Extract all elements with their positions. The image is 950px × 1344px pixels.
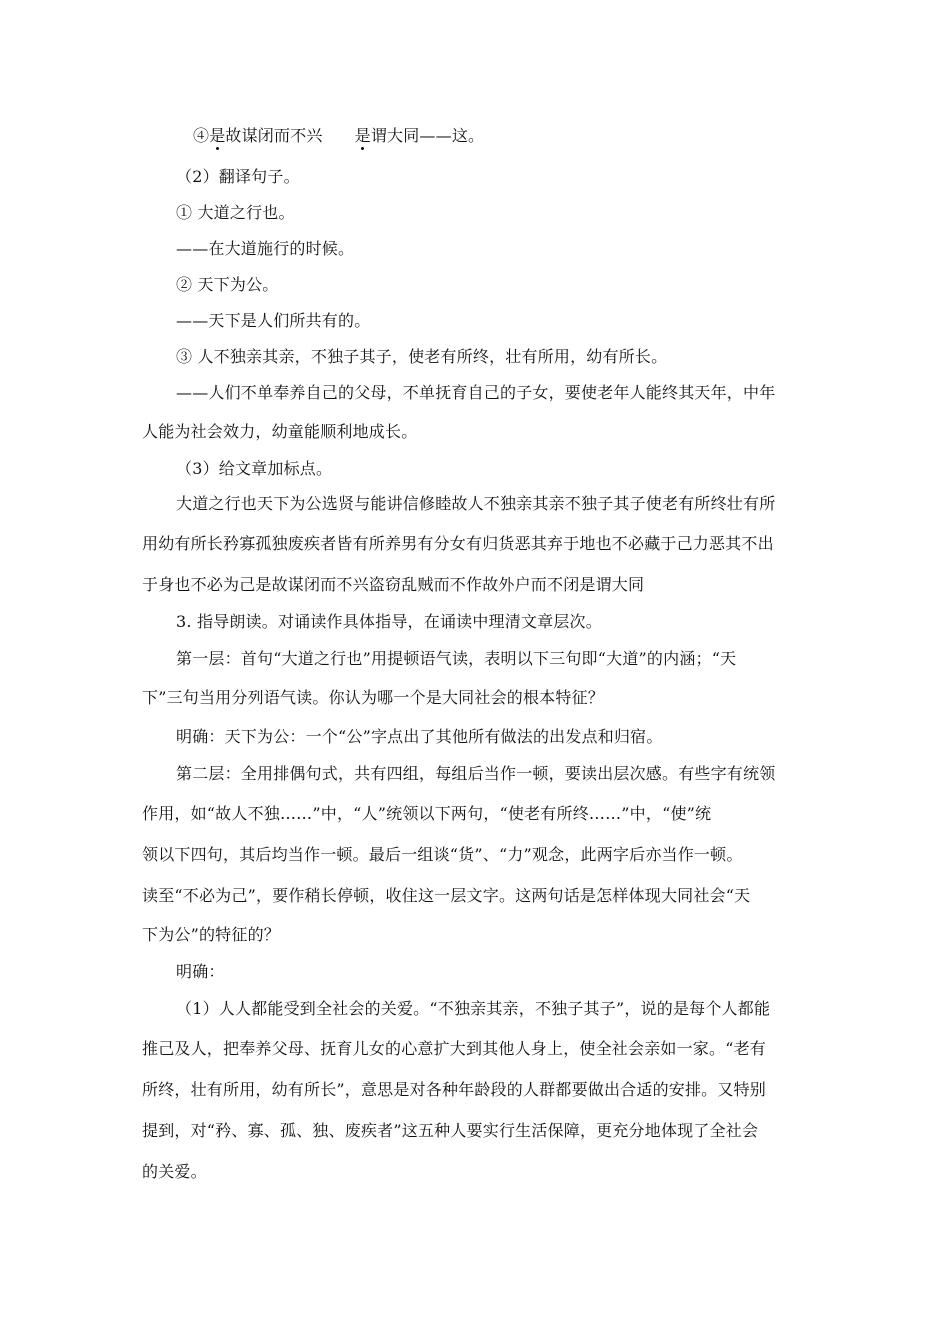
- paragraph-line: 推己及人，把奉养父母、抚育儿女的心意扩大到其他人身上，使全社会亲如一家。“老有: [142, 1039, 766, 1058]
- sentence-item: ② 天下为公。: [176, 275, 279, 294]
- paragraph-line: 第二层：全用排偶句式，共有四组，每组后当作一顿，要读出层次感。有些字有统领: [176, 764, 776, 783]
- paragraph-line: 第一层：首句“大道之行也”用提顿语气读，表明以下三句即“大道”的内涵；“天: [176, 649, 737, 668]
- paragraph-line: 明确：: [176, 962, 225, 981]
- paragraph-line: 的关爱。: [142, 1162, 207, 1181]
- translation-line: ——人们不单奉养自己的父母，不单抚育自己的子女，要使老年人能终其天年，中年: [176, 383, 776, 402]
- paragraph-line: （1）人人都能受到全社会的关爱。“不独亲其亲，不独子其子”，说的是每个人都能: [176, 999, 771, 1018]
- paragraph-line: 明确：天下为公：一个“公”字点出了其他所有做法的出发点和归宿。: [176, 727, 663, 746]
- paragraph-line: 作用，如“故人不独……”中，“人”统领以下两句，“使老有所终……”中，“使”统: [142, 804, 712, 823]
- translation-line: ——在大道施行的时候。: [176, 239, 355, 258]
- example-line-4: [193, 126, 822, 146]
- sentence-item: ① 大道之行也。: [176, 203, 295, 222]
- paragraph-line: 提到，对“矜、寡、孤、独、废疾者”这五种人要实行生活保障，更充分地体现了全社会: [142, 1121, 759, 1140]
- circled-number: ④: [193, 126, 210, 145]
- unpunctuated-text: 于身也不必为己是故谋闭而不兴盗窃乱贼而不作故外户而不闭是谓大同: [142, 575, 645, 594]
- section-heading-translate: （2）翻译句子。: [176, 167, 300, 186]
- translation-line-cont: 人能为社会效力，幼童能顺利地成长。: [142, 422, 418, 441]
- phrase-text: 谓大同——这。: [370, 126, 485, 145]
- dotted-char: 是: [354, 126, 371, 145]
- translation-line: ——天下是人们所共有的。: [176, 311, 371, 330]
- paragraph-line: 领以下四句，其后均当作一顿。最后一组谈“货”、“力”观念，此两字后亦当作一顿。: [142, 845, 743, 864]
- sentence-item: ③ 人不独亲其亲，不独子其子，使老有所终，壮有所用，幼有所长。: [176, 347, 668, 366]
- dotted-char: 是: [209, 126, 226, 145]
- section-heading-punctuate: （3）给文章加标点。: [176, 459, 333, 478]
- unpunctuated-text: 用幼有所长矜寡孤独废疾者皆有所养男有分女有归货恶其弃于地也不必藏于己力恶其不出: [142, 534, 774, 553]
- section-heading-reading: 3. 指导朗读。对诵读作具体指导，在诵读中理清文章层次。: [176, 612, 602, 631]
- phrase-text: 故谋闭而不兴: [225, 126, 323, 145]
- unpunctuated-text: 大道之行也天下为公选贤与能讲信修睦故人不独亲其亲不独子其子使老有所终壮有所: [176, 494, 776, 513]
- paragraph-line: 下为公”的特征的？: [142, 925, 280, 944]
- paragraph-line: 所终，壮有所用，幼有所长”，意思是对各种年龄段的人群都要做出合适的安排。又特别: [142, 1080, 766, 1099]
- paragraph-line: 下”三句当用分列语气读。你认为哪一个是大同社会的根本特征？: [142, 688, 604, 707]
- paragraph-line: 读至“不必为己”，要作稍长停顿，收住这一层文字。这两句话是怎样体现大同社会“天: [142, 886, 751, 905]
